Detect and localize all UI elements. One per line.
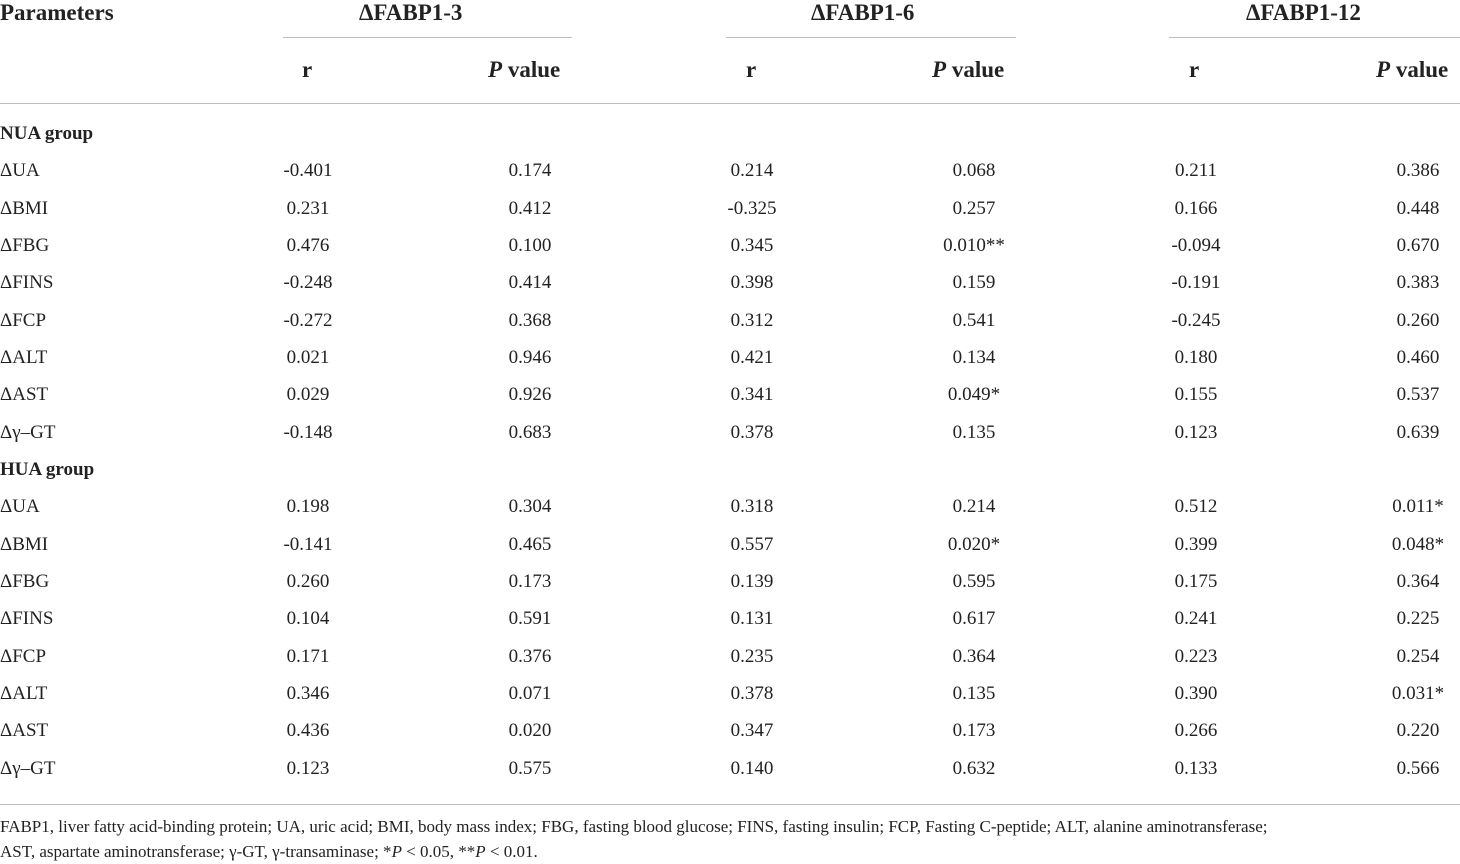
r-value-cell: 0.378 <box>730 421 774 443</box>
r-value-cell: 0.398 <box>730 272 774 294</box>
parameters-header: Parameters <box>0 0 114 25</box>
p-value-cell: 0.670 <box>1396 235 1440 257</box>
p-value-cell: 0.926 <box>508 384 552 406</box>
r-value-cell: 0.476 <box>286 235 330 257</box>
p-value-cell: 0.412 <box>508 197 552 219</box>
p-value-cell: 0.049* <box>947 384 1001 406</box>
p-value-cell: 0.214 <box>952 496 996 518</box>
p-value-cell: 0.159 <box>952 272 996 294</box>
r-value-cell: 0.241 <box>1174 608 1218 630</box>
r-value-cell: 0.214 <box>730 160 774 182</box>
p-value-cell: 0.368 <box>508 309 552 331</box>
r-value-cell: 0.345 <box>730 235 774 257</box>
p-value-cell: 0.100 <box>508 235 552 257</box>
r-value-cell: 0.390 <box>1174 683 1218 705</box>
p-value-cell: 0.068 <box>952 160 996 182</box>
p-value-cell: 0.383 <box>1396 272 1440 294</box>
r-value-cell: -0.094 <box>1171 235 1221 257</box>
header-rule <box>0 103 1460 104</box>
p-value-cell: 0.537 <box>1396 384 1440 406</box>
r-value-cell: -0.148 <box>283 421 333 443</box>
parameter-label: ΔAST <box>0 720 49 742</box>
p-value-cell: 0.465 <box>508 533 552 555</box>
r-value-cell: 0.421 <box>730 347 774 369</box>
parameter-label: Δγ–GT <box>0 757 56 779</box>
p-value-cell: 0.010** <box>943 235 1005 257</box>
r-value-cell: -0.401 <box>283 160 333 182</box>
parameter-label: ΔALT <box>0 347 48 369</box>
r-value-cell: 0.123 <box>1174 421 1218 443</box>
fabp1-6-underline <box>726 37 1016 38</box>
p-value-cell: 0.448 <box>1396 197 1440 219</box>
r-value-cell: 0.312 <box>730 309 774 331</box>
r-header: r <box>746 57 757 82</box>
p-value-cell: 0.376 <box>508 645 552 667</box>
parameter-label: ΔAST <box>0 384 49 406</box>
p-value-cell: 0.541 <box>952 309 996 331</box>
r-value-cell: 0.557 <box>730 533 774 555</box>
p-value-cell: 0.304 <box>508 496 552 518</box>
r-value-cell: 0.166 <box>1174 197 1218 219</box>
p-value-cell: 0.632 <box>952 757 996 779</box>
parameter-label: ΔALT <box>0 683 48 705</box>
r-value-cell: 0.198 <box>286 496 330 518</box>
p-value-cell: 0.031* <box>1391 683 1445 705</box>
r-value-cell: 0.029 <box>286 384 330 406</box>
r-value-cell: 0.223 <box>1174 645 1218 667</box>
fabp1-3-underline <box>283 37 572 38</box>
p-value-cell: 0.364 <box>952 645 996 667</box>
p-value-cell: 0.071 <box>508 683 552 705</box>
p-value-cell: 0.020 <box>508 720 552 742</box>
r-value-cell: -0.248 <box>283 272 333 294</box>
parameter-label: ΔUA <box>0 496 40 518</box>
r-value-cell: 0.180 <box>1174 347 1218 369</box>
p-value-header: P value <box>1376 57 1449 82</box>
footnote-line-2: AST, aspartate aminotransferase; γ-GT, γ-transaminase; *P < 0.05, **P < 0.01. <box>0 842 538 861</box>
parameter-label: ΔBMI <box>0 197 49 219</box>
r-value-cell: 0.104 <box>286 608 330 630</box>
r-value-cell: 0.346 <box>286 683 330 705</box>
bottom-rule <box>0 804 1460 805</box>
p-value-cell: 0.011* <box>1392 496 1444 518</box>
r-value-cell: -0.272 <box>283 309 333 331</box>
parameter-label: ΔFBG <box>0 571 50 593</box>
footnote <box>0 814 1460 864</box>
p-value-cell: 0.173 <box>508 571 552 593</box>
parameter-label: ΔBMI <box>0 533 49 555</box>
parameter-label: ΔFCP <box>0 645 47 667</box>
p-value-cell: 0.946 <box>508 347 552 369</box>
fabp1-6-header: ΔFABP1-6 <box>811 0 915 25</box>
fabp1-12-underline <box>1169 37 1460 38</box>
group-label: HUA group <box>0 459 95 480</box>
r-header: r <box>302 57 313 82</box>
p-value-cell: 0.173 <box>952 720 996 742</box>
p-value-cell: 0.135 <box>952 421 996 443</box>
r-value-cell: 0.399 <box>1174 533 1218 555</box>
p-value-cell: 0.225 <box>1396 608 1440 630</box>
r-value-cell: 0.123 <box>286 757 330 779</box>
p-value-cell: 0.254 <box>1396 645 1440 667</box>
p-value-cell: 0.591 <box>508 608 552 630</box>
p-value-cell: 0.134 <box>952 347 996 369</box>
p-value-cell: 0.220 <box>1396 720 1440 742</box>
r-value-cell: -0.245 <box>1171 309 1221 331</box>
r-value-cell: 0.139 <box>730 571 774 593</box>
p-value-header: P value <box>932 57 1005 82</box>
p-value-cell: 0.639 <box>1396 421 1440 443</box>
p-value-cell: 0.260 <box>1396 309 1440 331</box>
r-value-cell: 0.131 <box>730 608 774 630</box>
r-value-cell: 0.021 <box>286 347 330 369</box>
p-value-cell: 0.566 <box>1396 757 1440 779</box>
r-value-cell: -0.325 <box>727 197 777 219</box>
r-value-cell: 0.211 <box>1174 160 1218 182</box>
parameter-label: ΔFCP <box>0 309 47 331</box>
r-value-cell: 0.378 <box>730 683 774 705</box>
p-value-cell: 0.048* <box>1391 533 1445 555</box>
r-value-cell: 0.260 <box>286 571 330 593</box>
footnote-line-1: FABP1, liver fatty acid-binding protein; UA, uric acid; BMI, body mass index; FBG, fasting blood glucose; FINS, fasting insulin; FCP, Fasting C-peptide; ALT, alanine aminotransferase; <box>0 817 1268 836</box>
p-value-cell: 0.595 <box>952 571 996 593</box>
r-value-cell: 0.436 <box>286 720 330 742</box>
r-value-cell: 0.155 <box>1174 384 1218 406</box>
parameter-label: ΔUA <box>0 160 40 182</box>
p-value-cell: 0.683 <box>508 421 552 443</box>
fabp1-12-header: ΔFABP1-12 <box>1246 0 1361 25</box>
p-value-cell: 0.386 <box>1396 160 1440 182</box>
p-value-cell: 0.257 <box>952 197 996 219</box>
p-value-cell: 0.174 <box>508 160 552 182</box>
p-value-cell: 0.364 <box>1396 571 1440 593</box>
r-value-cell: 0.133 <box>1174 757 1218 779</box>
r-value-cell: 0.171 <box>286 645 330 667</box>
r-value-cell: 0.512 <box>1174 496 1218 518</box>
p-value-cell: 0.414 <box>508 272 552 294</box>
r-value-cell: 0.341 <box>730 384 774 406</box>
r-value-cell: 0.347 <box>730 720 774 742</box>
p-value-header: P value <box>488 57 561 82</box>
parameter-label: ΔFINS <box>0 272 54 294</box>
parameter-label: ΔFBG <box>0 235 50 257</box>
r-value-cell: 0.266 <box>1174 720 1218 742</box>
fabp1-3-header: ΔFABP1-3 <box>359 0 463 25</box>
group-label: NUA group <box>0 123 94 144</box>
p-value-cell: 0.460 <box>1396 347 1440 369</box>
r-value-cell: 0.175 <box>1174 571 1218 593</box>
p-value-cell: 0.135 <box>952 683 996 705</box>
p-value-cell: 0.575 <box>508 757 552 779</box>
r-value-cell: -0.191 <box>1171 272 1221 294</box>
parameter-label: ΔFINS <box>0 608 54 630</box>
r-header: r <box>1189 57 1200 82</box>
r-value-cell: 0.140 <box>730 757 774 779</box>
r-value-cell: 0.231 <box>286 197 330 219</box>
r-value-cell: 0.318 <box>730 496 774 518</box>
parameter-label: Δγ–GT <box>0 421 56 443</box>
r-value-cell: 0.235 <box>730 645 774 667</box>
p-value-cell: 0.617 <box>952 608 996 630</box>
p-value-cell: 0.020* <box>947 533 1001 555</box>
r-value-cell: -0.141 <box>283 533 333 555</box>
